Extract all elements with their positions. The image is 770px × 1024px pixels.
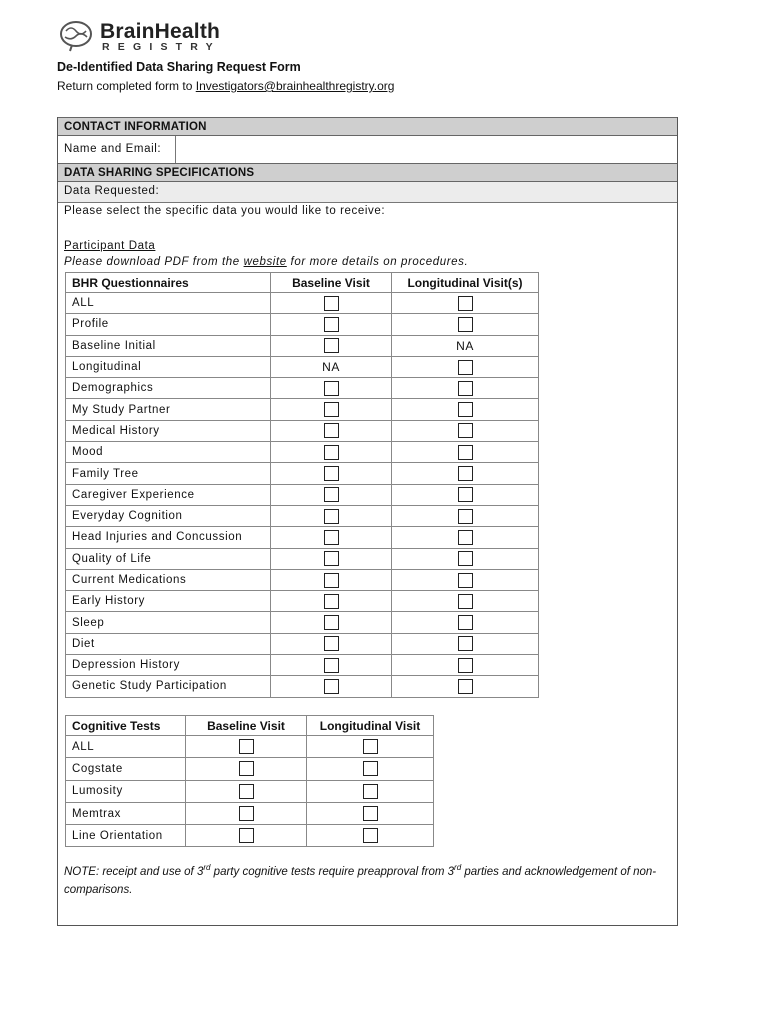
table-row [66, 356, 539, 377]
cog-baseline-checkbox[interactable] [239, 739, 254, 754]
na-label: NA [456, 338, 474, 353]
questionnaire-name: Head Injuries and Concussion [66, 527, 271, 548]
baseline-cell [271, 484, 392, 505]
table-row [66, 399, 539, 420]
table-row [66, 463, 539, 484]
table-row [66, 335, 539, 356]
longitudinal-checkbox[interactable] [458, 551, 473, 566]
table-row [66, 420, 539, 441]
cognitive-test-name: Memtrax [66, 802, 186, 824]
na-label: NA [322, 360, 340, 375]
baseline-cell [271, 293, 392, 314]
cog-longitudinal-cell [307, 780, 434, 802]
baseline-cell [271, 463, 392, 484]
longitudinal-cell [392, 335, 539, 356]
table-row [66, 655, 539, 676]
cognitive-test-name: Line Orientation [66, 825, 186, 847]
longitudinal-cell [392, 463, 539, 484]
questionnaire-name: Demographics [66, 378, 271, 399]
table-row [66, 676, 539, 697]
longitudinal-checkbox[interactable] [458, 509, 473, 524]
baseline-cell [271, 420, 392, 441]
brain-health-registry-logo [58, 19, 228, 55]
longitudinal-cell [392, 655, 539, 676]
questionnaire-name: Current Medications [66, 569, 271, 590]
table-row [66, 293, 539, 314]
baseline-checkbox[interactable] [324, 381, 339, 396]
cog-baseline-checkbox[interactable] [239, 828, 254, 843]
questionnaire-name: Genetic Study Participation [66, 676, 271, 697]
questionnaires-header-row [66, 273, 539, 293]
baseline-cell [271, 527, 392, 548]
baseline-checkbox[interactable] [324, 402, 339, 417]
col-longitudinal: Longitudinal Visit(s) [392, 273, 539, 293]
baseline-cell [271, 335, 392, 356]
cog-baseline-cell [186, 736, 307, 758]
participant-data-label: Participant Data [64, 240, 156, 252]
cog-longitudinal-cell [307, 825, 434, 847]
cognitive-test-name: Lumosity [66, 780, 186, 802]
baseline-checkbox[interactable] [324, 658, 339, 673]
questionnaire-name: Everyday Cognition [66, 505, 271, 526]
sharing-heading: DATA SHARING SPECIFICATIONS [58, 163, 677, 182]
table-row [66, 314, 539, 335]
longitudinal-cell [392, 527, 539, 548]
questionnaire-name: Depression History [66, 655, 271, 676]
questionnaire-name: Medical History [66, 420, 271, 441]
table-row [66, 780, 434, 802]
longitudinal-checkbox[interactable] [458, 296, 473, 311]
table-row [66, 612, 539, 633]
longitudinal-cell [392, 633, 539, 654]
longitudinal-checkbox[interactable] [458, 423, 473, 438]
logo-name: BrainHealth [100, 20, 221, 43]
baseline-cell [271, 633, 392, 654]
questionnaire-name: ALL [66, 293, 271, 314]
longitudinal-cell [392, 314, 539, 335]
baseline-checkbox[interactable] [324, 445, 339, 460]
name-email-label: Name and Email: [64, 143, 162, 155]
table-row [66, 633, 539, 654]
cog-longitudinal-checkbox[interactable] [363, 784, 378, 799]
questionnaire-name: Caregiver Experience [66, 484, 271, 505]
cognitive-header-row [66, 716, 434, 736]
cog-longitudinal-cell [307, 802, 434, 824]
questionnaire-name: Quality of Life [66, 548, 271, 569]
questionnaire-name: Mood [66, 442, 271, 463]
table-row [66, 736, 434, 758]
instruction-text: Please select the specific data you would like to receive: [64, 205, 386, 217]
table-row [66, 484, 539, 505]
baseline-cell [271, 356, 392, 377]
table-row [66, 378, 539, 399]
baseline-cell [271, 612, 392, 633]
baseline-cell [271, 378, 392, 399]
cog-longitudinal-checkbox[interactable] [363, 761, 378, 776]
baseline-checkbox[interactable] [324, 573, 339, 588]
questionnaire-name: My Study Partner [66, 399, 271, 420]
baseline-checkbox[interactable] [324, 296, 339, 311]
col-baseline: Baseline Visit [271, 273, 392, 293]
baseline-checkbox[interactable] [324, 679, 339, 694]
table-row [66, 442, 539, 463]
col-cognitive-tests: Cognitive Tests [66, 716, 186, 736]
questionnaire-name: Longitudinal [66, 356, 271, 377]
cog-baseline-cell [186, 802, 307, 824]
table-row [66, 505, 539, 526]
longitudinal-checkbox[interactable] [458, 360, 473, 375]
form-frame [57, 117, 678, 926]
questionnaire-name: Baseline Initial [66, 335, 271, 356]
baseline-cell [271, 591, 392, 612]
form-subtitle [57, 79, 394, 93]
baseline-checkbox[interactable] [324, 636, 339, 651]
cog-baseline-checkbox[interactable] [239, 806, 254, 821]
baseline-cell [271, 314, 392, 335]
baseline-cell [271, 399, 392, 420]
cognitive-test-name: Cogstate [66, 758, 186, 780]
longitudinal-cell [392, 505, 539, 526]
table-row [66, 825, 434, 847]
longitudinal-cell [392, 356, 539, 377]
note-text: NOTE: receipt and use of 3rd party cognitive tests require preapproval from 3rd parties and acknowledgement of non-comparisons. [64, 863, 657, 896]
baseline-cell [271, 676, 392, 697]
form-title: De-Identified Data Sharing Request Form [57, 60, 301, 74]
longitudinal-checkbox[interactable] [458, 530, 473, 545]
cog-baseline-checkbox[interactable] [239, 761, 254, 776]
longitudinal-checkbox[interactable] [458, 573, 473, 588]
baseline-cell [271, 569, 392, 590]
longitudinal-cell [392, 612, 539, 633]
cog-longitudinal-checkbox[interactable] [363, 806, 378, 821]
longitudinal-checkbox[interactable] [458, 317, 473, 332]
baseline-checkbox[interactable] [324, 317, 339, 332]
longitudinal-checkbox[interactable] [458, 658, 473, 673]
contact-heading: CONTACT INFORMATION [58, 117, 677, 136]
longitudinal-cell [392, 676, 539, 697]
longitudinal-cell [392, 399, 539, 420]
longitudinal-cell [392, 484, 539, 505]
pdf-prefix: Please download PDF from the [64, 256, 244, 268]
table-row [66, 802, 434, 824]
baseline-checkbox[interactable] [324, 551, 339, 566]
subtitle-prefix: Return completed form to [57, 79, 196, 93]
longitudinal-checkbox[interactable] [458, 402, 473, 417]
longitudinal-checkbox[interactable] [458, 594, 473, 609]
baseline-checkbox[interactable] [324, 423, 339, 438]
longitudinal-checkbox[interactable] [458, 381, 473, 396]
brain-icon [58, 19, 96, 53]
website-link[interactable]: website [243, 256, 287, 268]
table-row [66, 569, 539, 590]
baseline-checkbox[interactable] [324, 466, 339, 481]
questionnaire-name: Early History [66, 591, 271, 612]
table-row [66, 758, 434, 780]
longitudinal-cell [392, 420, 539, 441]
longitudinal-cell [392, 569, 539, 590]
baseline-checkbox[interactable] [324, 509, 339, 524]
longitudinal-checkbox[interactable] [458, 445, 473, 460]
longitudinal-cell [392, 293, 539, 314]
cog-baseline-cell [186, 780, 307, 802]
longitudinal-checkbox[interactable] [458, 466, 473, 481]
col-questionnaires: BHR Questionnaires [66, 273, 271, 293]
baseline-cell [271, 548, 392, 569]
col-cog-baseline: Baseline Visit [186, 716, 307, 736]
baseline-cell [271, 655, 392, 676]
logo-sub: REGISTRY [102, 41, 221, 53]
baseline-checkbox[interactable] [324, 487, 339, 502]
pdf-instructions [64, 256, 468, 268]
baseline-checkbox[interactable] [324, 594, 339, 609]
table-row [66, 591, 539, 612]
baseline-cell [271, 505, 392, 526]
cog-longitudinal-cell [307, 758, 434, 780]
baseline-checkbox[interactable] [324, 338, 339, 353]
cog-longitudinal-checkbox[interactable] [363, 828, 378, 843]
baseline-cell [271, 442, 392, 463]
questionnaire-name: Family Tree [66, 463, 271, 484]
table-row [66, 527, 539, 548]
cog-baseline-cell [186, 825, 307, 847]
cog-longitudinal-cell [307, 736, 434, 758]
cog-baseline-cell [186, 758, 307, 780]
longitudinal-checkbox[interactable] [458, 679, 473, 694]
baseline-checkbox[interactable] [324, 530, 339, 545]
name-email-input[interactable] [175, 136, 678, 163]
cognitive-tests-table [65, 715, 434, 847]
longitudinal-checkbox[interactable] [458, 487, 473, 502]
cog-longitudinal-checkbox[interactable] [363, 739, 378, 754]
questionnaire-name: Sleep [66, 612, 271, 633]
longitudinal-checkbox[interactable] [458, 615, 473, 630]
table-row [66, 548, 539, 569]
col-cog-longitudinal: Longitudinal Visit [307, 716, 434, 736]
questionnaires-table [65, 272, 539, 698]
baseline-checkbox[interactable] [324, 615, 339, 630]
email-link[interactable]: Investigators@brainhealthregistry.org [195, 79, 395, 93]
questionnaire-name: Profile [66, 314, 271, 335]
cognitive-test-name: ALL [66, 736, 186, 758]
longitudinal-cell [392, 378, 539, 399]
pdf-suffix: for more details on procedures. [286, 256, 469, 268]
longitudinal-checkbox[interactable] [458, 636, 473, 651]
data-requested-label: Data Requested: [64, 185, 160, 197]
longitudinal-cell [392, 548, 539, 569]
longitudinal-cell [392, 442, 539, 463]
longitudinal-cell [392, 591, 539, 612]
questionnaire-name: Diet [66, 633, 271, 654]
cog-baseline-checkbox[interactable] [239, 784, 254, 799]
